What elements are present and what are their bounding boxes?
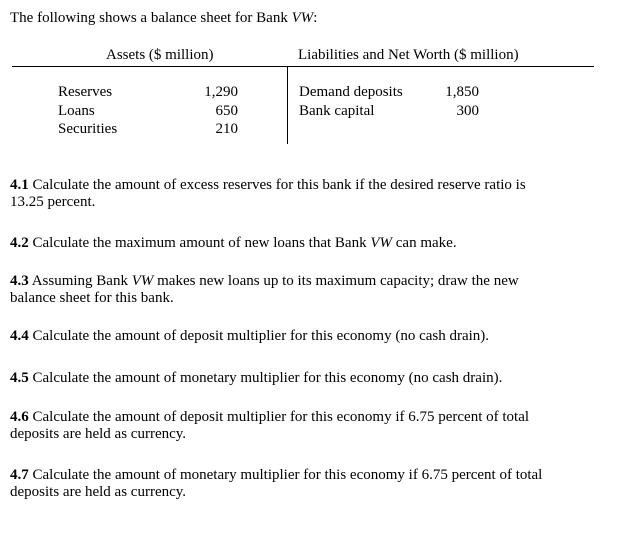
asset-value: 210	[215, 121, 238, 137]
intro-before: The following shows a balance sheet for Bank	[10, 10, 292, 26]
question-text-after: can make.	[392, 235, 457, 251]
question-number: 4.2	[10, 235, 29, 251]
question-4-4	[10, 328, 610, 345]
question-number: 4.7	[10, 467, 29, 483]
question-text: Calculate the amount of deposit multiplier for this economy (no cash drain).	[32, 328, 490, 344]
question-line2: deposits are held as currency.	[10, 426, 187, 442]
liability-value: 300	[456, 102, 479, 119]
question-number: 4.4	[10, 328, 29, 344]
question-text-before: Calculate the maximum amount of new loans that Bank	[32, 235, 371, 251]
question-number: 4.1	[10, 177, 29, 193]
asset-row-reserves	[58, 84, 238, 103]
question-4-2	[10, 235, 610, 252]
column-divider	[287, 66, 288, 144]
question-4-1	[10, 177, 610, 211]
question-4-6	[10, 409, 610, 443]
header-rule	[12, 66, 594, 67]
question-line1: Calculate the amount of deposit multiplier for this economy if 6.75 percent of total	[32, 409, 530, 425]
question-line2: deposits are held as currency.	[10, 484, 187, 500]
liability-row-demand-deposits	[299, 84, 479, 103]
asset-label: Reserves	[58, 84, 113, 100]
intro-text	[10, 10, 317, 27]
liability-label: Demand deposits	[299, 84, 403, 100]
liability-value: 1,850	[445, 84, 479, 100]
liabilities-column	[299, 84, 479, 121]
question-text: Calculate the amount of monetary multiplier for this economy (no cash drain).	[32, 370, 503, 386]
question-line2: balance sheet for this bank.	[10, 290, 174, 306]
question-bank-name: VW	[131, 273, 154, 289]
asset-value: 1,290	[204, 84, 238, 100]
question-4-3	[10, 273, 610, 307]
question-4-7	[10, 467, 610, 501]
asset-label: Securities	[58, 121, 118, 137]
question-line1: Calculate the amount of excess reserves for this bank if the desired reserve ratio is	[32, 177, 526, 193]
question-bank-name: VW	[370, 235, 393, 251]
liability-row-bank-capital	[299, 103, 479, 122]
question-4-5	[10, 370, 610, 387]
liabilities-header: Liabilities and Net Worth ($ million)	[298, 47, 519, 63]
question-text-after: makes new loans up to its maximum capacity; draw the new	[153, 273, 519, 289]
question-number: 4.3	[10, 273, 29, 289]
assets-column	[58, 84, 238, 140]
question-line2: 13.25 percent.	[10, 194, 96, 210]
question-number: 4.5	[10, 370, 29, 386]
asset-row-securities	[58, 121, 238, 140]
liability-label: Bank capital	[299, 102, 375, 119]
intro-bank-name: VW	[291, 10, 314, 26]
question-number: 4.6	[10, 409, 29, 425]
question-line1: Calculate the amount of monetary multiplier for this economy if 6.75 percent of total	[32, 467, 543, 483]
asset-label: Loans	[58, 102, 95, 119]
question-text-before: Assuming Bank	[31, 273, 132, 289]
asset-value: 650	[215, 102, 238, 119]
asset-row-loans	[58, 103, 238, 122]
intro-after: :	[313, 10, 318, 26]
assets-header: Assets ($ million)	[106, 47, 214, 63]
